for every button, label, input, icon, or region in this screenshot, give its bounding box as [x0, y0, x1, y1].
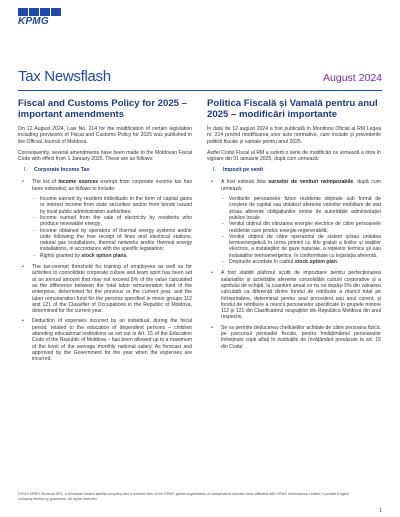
header-rule — [18, 90, 382, 91]
romanian-bullet-education-deduction: • Se va permite deducerea cheltuielilor achitate de către persoana fizică, pe parcursul perioadei fiscale, pentru învățământul persoanelor întreținute copii aflați în instituțiile de învățământ prevăzute la art. 15 din Codul — [207, 325, 381, 350]
english-bullet-training-threshold: • The tax-exempt threshold for training of employees as well as for activities to consolidate corporate culture and team spirit has been set at an annual amount that may not exceed 5% of the value calculated as the difference between the total labor remuneration fund of the enterprise, determined for the previous or the current year, and the labor remuneration fund for the persons specified in minor groups 112 and 121 of the Classifier of Occupations in the Republic of Moldova, determined for the current year. — [18, 264, 192, 314]
logo-text: KPMG — [18, 16, 49, 27]
newsletter-date: August 2024 — [323, 72, 382, 84]
english-sub-item: - Income earned from the sale of electricity by residents who produce renewable energy; — [18, 215, 192, 228]
logo-boxes — [18, 8, 62, 16]
romanian-sub-item: - Venitul obținut din vânzarea energiei electrice de către persoanele rezidente care produc energie regenerabilă; — [207, 221, 381, 234]
english-sub-item: - Income obtained by operators of thermal energy systems and/or units following the free receipt of lines and electrical stations, natural gas installations, thermal networks and/or thermal energy installations, in accordance with the specific legislation; — [18, 228, 192, 253]
english-section-label: Corporate Income Tax — [34, 167, 90, 174]
romanian-section-heading — [207, 167, 381, 174]
copyright-footer: ©2024 KPMG Moldova SRL, a Moldovan limited liability company and a member firm of the KPMG global organization of independent member firms affiliated with KPMG International Limited, a private English company limited by guarantee. All rights reserved. — [18, 492, 349, 501]
romanian-intro-2: Astfel Codul Fiscal al RM a suferit o serie de modificări ce urmează a intra în vigoare din 01 ianuarie 2025, după cum urmează: — [207, 149, 381, 163]
romanian-bullet-training-threshold: • A fost stabilit plafonul scutit de impozitare pentru perfecționarea salariaților și activitățile aferente consolidării culturii corporative și a spiritului de echipă, la cuantum anual ce nu va depăși 5% din valoarea calculată ca diferență dintre fondul de retribuire a muncii total pe întreprindere, determinat pentru anul precedent sau anul curent, și fondul de retribuire a muncii persoanelor specificate în grupele minore 112 și 121 din Clasificatorul ocupațiilor din Republica Moldova din anul respectiv. — [207, 270, 381, 320]
romanian-heading: Politica Fiscală și Vamală pentru anul 2025 – modificări importante — [207, 98, 378, 120]
romanian-bullet-income-sources: • A fost extinsă lista surselor de venituri neimpozabile, după cum urmează: — [207, 179, 381, 192]
romanian-sub-item: - Veniturile persoanelor fizice rezidente obținute sub formă de creștere de capital sau dobânzi aferente valorilor mobiliare de stat și/sau aferente obligațiunilor emise de autoritățile administrației publice locale. — [207, 196, 381, 221]
english-heading: Fiscal and Customs Policy for 2025 – important amendments — [18, 98, 188, 120]
english-section-number: I. — [24, 167, 27, 174]
english-bullet-education-deduction: • Deduction of expenses incurred by an individual, during the fiscal period, related to the education of dependent persons – children attending educational institutions as set out in Art. 15 of the Education Code of the Republic of Moldova – has been allowed up to a maximum of the level of the average monthly national salary. As forecast and approved by the Government for the year when the expenses are incurred. — [18, 318, 192, 362]
english-sub-item: - Income earned by resident individuals in the form of capital gains or interest income from state securities and/or from bonds issued by local public administration authorities; — [18, 196, 192, 215]
romanian-sub-item: - Venitul obținut de către operatorul de sistem și/sau unitatea termoenergetică în urma primirii cu titlu gratuit a liniilor și stațiilor electrice, a instalațiilor de gaze naturale, a rețelelor termice și/ sau instalațiilor termoenergetice, în conformitate cu legislația aferentă. — [207, 234, 381, 259]
kpmg-logo — [18, 8, 62, 28]
english-bullet-income-sources: • The list of income sources exempt from corporate income tax has been extended, as follows to include: — [18, 179, 192, 192]
english-sub-item-stock-option: - Rights granted by stock option plans. — [18, 253, 192, 259]
english-intro-1: On 12 August 2024, Law No. 214 for the modification of certain legislation including provisions of Fiscal and Customs Policy for 2025 was published in the Official Journal of Moldova. — [18, 126, 192, 145]
english-intro-2: Consequently, several amendments have been made to the Moldovan Fiscal Code with effect from 1 January 2025. These are as follows: — [18, 149, 192, 163]
english-column — [18, 98, 192, 367]
page-number: 1 — [379, 508, 382, 514]
romanian-column — [207, 98, 381, 354]
romanian-intro-1: În data de 12 august 2024 a fost publicată în Monitorul Oficial al RM Legea nr. 214 privind modificarea unor acte normative, care include și prevederile politicii fiscale și vamale pentru anul 2025. — [207, 126, 381, 145]
romanian-section-label: Impozit pe venit — [223, 167, 264, 174]
english-section-heading — [18, 167, 192, 174]
newsletter-title: Tax Newsflash — [18, 68, 111, 85]
romanian-sub-item-stock-option: - Drepturile acordate în cadrul stock option plan. — [207, 259, 381, 265]
romanian-section-number: I. — [213, 167, 216, 174]
